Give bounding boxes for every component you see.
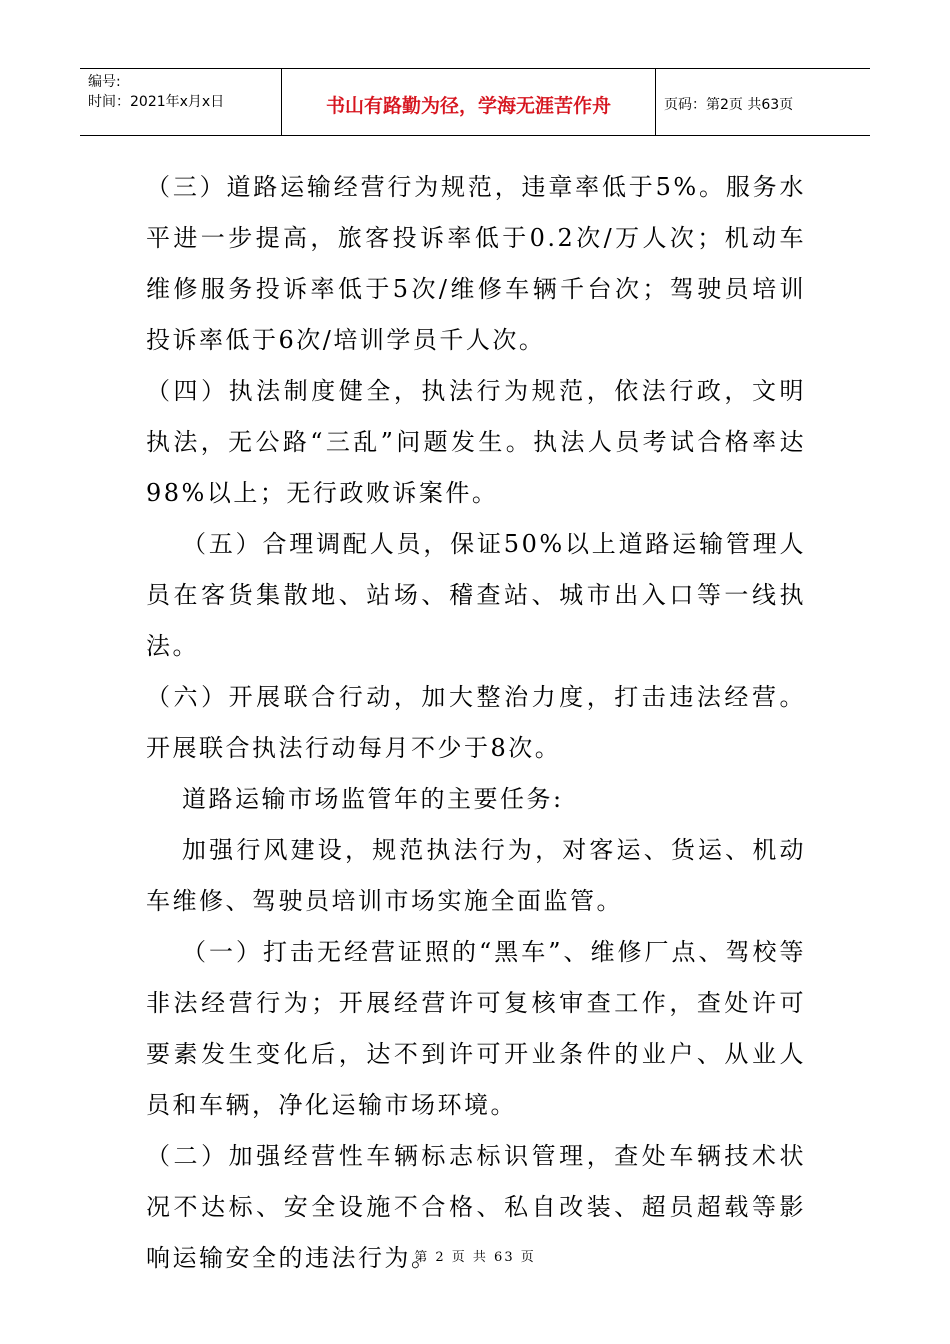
- header-meta: [80, 69, 282, 135]
- header-motto: 书山有路勤为径，学海无涯苦作舟: [282, 69, 656, 135]
- document-header: [80, 68, 870, 136]
- section-heading-main-tasks: 道路运输市场监管年的主要任务:: [182, 785, 564, 813]
- paragraph-4: （四）执法制度健全，执法行为规范，依法行政，文明执法，无公路“三乱”问题发生。执法人员考试合格率达98%以上；无行政败诉案件。: [146, 377, 806, 507]
- paragraph-5: （五）合理调配人员，保证50%以上道路运输管理人员在客货集散地、站场、稽查站、城市出入口等一线执法。: [146, 530, 806, 660]
- document-body: [146, 162, 806, 1284]
- document-number-label: 编号:: [88, 74, 121, 90]
- paragraph-task-2: （二）加强经营性车辆标志标识管理，查处车辆技术状况不达标、安全设施不合格、私自改装、超员超载等影响运输安全的违法行为。: [146, 1142, 806, 1272]
- paragraph-3: （三）道路运输经营行为规范，违章率低于5%。服务水平进一步提高，旅客投诉率低于0.2次/万人次；机动车维修服务投诉率低于5次/维修车辆千台次；驾驶员培训投诉率低于6次/培训学员千人次。: [146, 173, 806, 354]
- paragraph-6: （六）开展联合行动，加大整治力度，打击违法经营。开展联合执法行动每月不少于8次。: [146, 683, 806, 762]
- document-time-label: 时间：2021年x月x日: [88, 94, 225, 110]
- paragraph-main-tasks-intro: 加强行风建设，规范执法行为，对客运、货运、机动车维修、驾驶员培训市场实施全面监管。: [146, 836, 806, 915]
- page-footer: 第 2 页 共 63 页: [414, 1250, 536, 1265]
- paragraph-task-1: （一）打击无经营证照的“黑车”、维修厂点、驾校等非法经营行为；开展经营许可复核审查工作，查处许可要素发生变化后，达不到许可开业条件的业户、从业人员和车辆，净化运输市场环境。: [146, 938, 806, 1119]
- header-page-info: 页码：第2页 共63页: [664, 97, 794, 113]
